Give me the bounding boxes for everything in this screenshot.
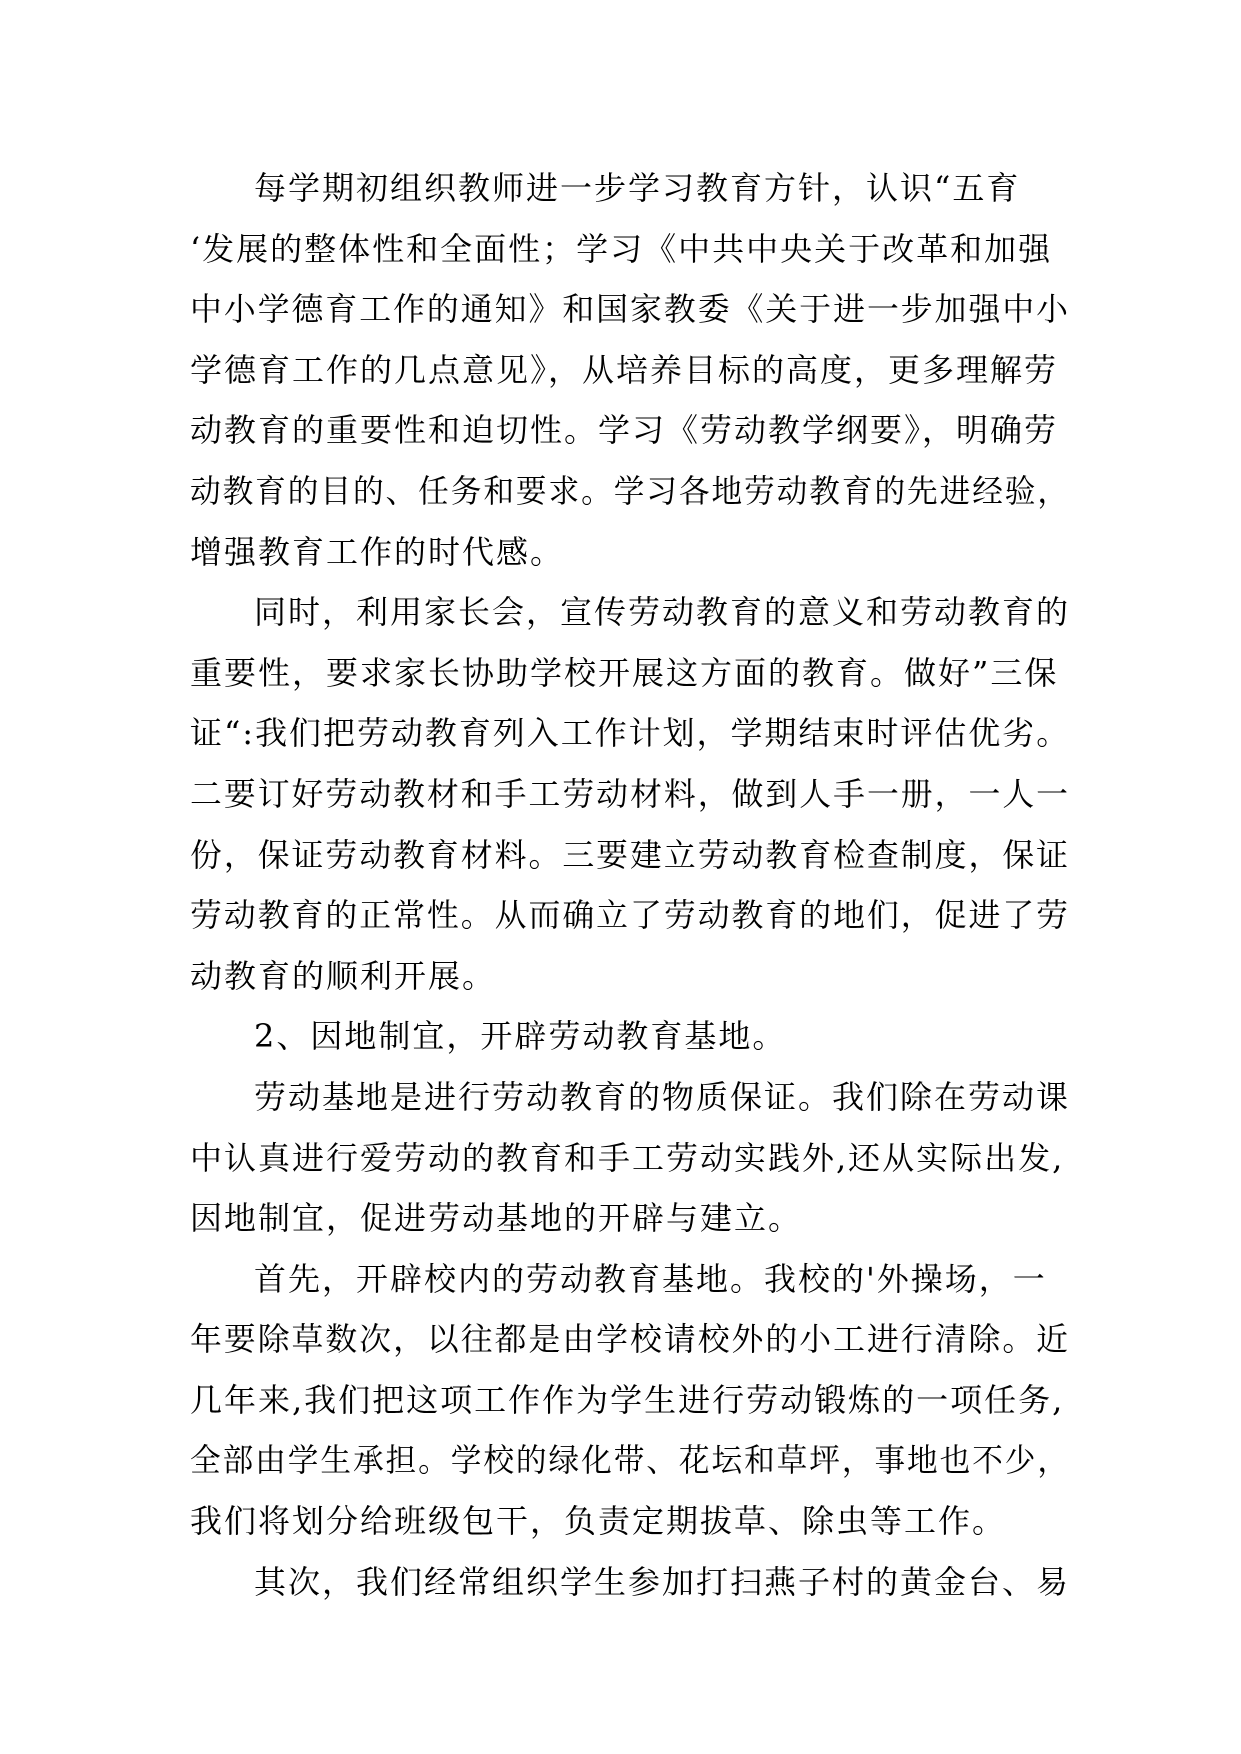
text-line: 年要除草数次，以往都是由学校请校外的小工进行清除。近 bbox=[190, 1320, 1071, 1359]
text-line: 劳动教育的正常性。从而确立了劳动教育的地们，促进了劳 bbox=[190, 896, 1071, 935]
text-line: 中小学德育工作的通知》和国家教委《关于进一步加强中小 bbox=[190, 290, 1071, 329]
text-line: 动教育的目的、任务和要求。学习各地劳动教育的先进经验， bbox=[190, 471, 1071, 510]
text-line: 其次，我们经常组织学生参加打扫燕子村的黄金台、易 bbox=[254, 1562, 1071, 1601]
text-line: 首先，开辟校内的劳动教育基地。我校的'外操场，一 bbox=[254, 1259, 1047, 1298]
text-line: 每学期初组织教师进一步学习教育方针，认识“五育 bbox=[254, 169, 1021, 207]
text-line: ‘发展的整体性和全面性；学习《中共中央关于改革和加强 bbox=[190, 229, 1053, 268]
text-line: 2、因地制宜，开辟劳动教育基地。 bbox=[254, 1017, 787, 1056]
text-line: 二要订好劳动教材和手工劳动材料，做到人手一册，一人一 bbox=[190, 774, 1071, 813]
text-line: 同时，利用家长会，宣传劳动教育的意义和劳动教育的 bbox=[254, 593, 1071, 632]
text-line: 份，保证劳动教育材料。三要建立劳动教育检查制度，保证 bbox=[190, 835, 1071, 874]
text-line: 重要性，要求家长协助学校开展这方面的教育。做好”三保 bbox=[190, 653, 1059, 692]
text-line: 中认真进行爱劳动的教育和手工劳动实践外,还从实际出发, bbox=[190, 1138, 1065, 1177]
text-line: 学德育工作的几点意见》，从培养目标的高度，更多理解劳 bbox=[190, 350, 1059, 389]
document-body bbox=[190, 158, 1070, 1612]
text-line: 几年来,我们把这项工作作为学生进行劳动锻炼的一项任务, bbox=[190, 1380, 1065, 1419]
text-line: 证“:我们把劳动教育列入工作计划，学期结束时评估优劣。 bbox=[190, 714, 1071, 753]
text-line: 动教育的重要性和迫切性。学习《劳动教学纲要》，明确劳 bbox=[190, 411, 1059, 450]
text-line: 全部由学生承担。学校的绿化带、花坛和草坪，事地也不少， bbox=[190, 1441, 1071, 1480]
text-line: 我们将划分给班级包干，负责定期拔草、除虫等工作。 bbox=[190, 1502, 1007, 1541]
text-line: 劳动基地是进行劳动教育的物质保证。我们除在劳动课 bbox=[254, 1077, 1071, 1116]
text-line: 因地制宜，促进劳动基地的开辟与建立。 bbox=[190, 1199, 803, 1238]
text-line: 动教育的顺利开展。 bbox=[190, 956, 497, 995]
text-line: 增强教育工作的时代感。 bbox=[190, 532, 565, 571]
